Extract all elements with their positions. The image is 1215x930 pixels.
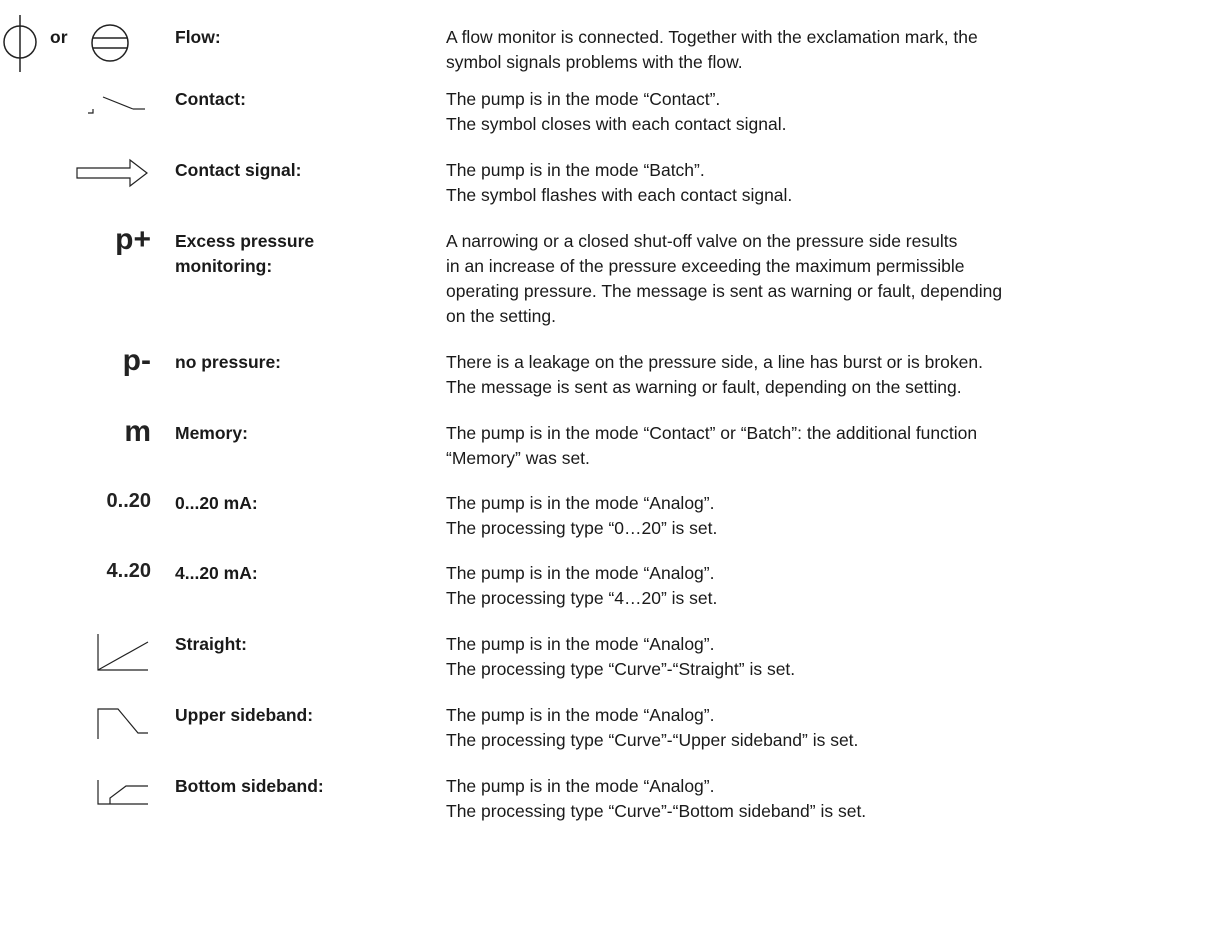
flow-description: A flow monitor is connected. Together with the exclamation mark, the symbol signals problems with the flow. [446,27,978,72]
bottom-sideband-description: The pump is in the mode “Analog”. The processing type “Curve”-“Bottom sideband” is set. [446,776,867,821]
range-4-20-label: 4...20 mA: [175,563,258,583]
flow-label: Flow: [175,27,221,47]
excess-pressure-label: Excess pressure monitoring: [175,231,315,276]
excess-pressure-symbol [0,223,165,289]
no-pressure-label: no pressure: [175,352,281,372]
or-text: or [50,27,68,47]
no-pressure-symbol [0,344,165,410]
bottom-sideband-curve-icon [96,770,156,810]
p-plus-icon: p+ [115,223,151,256]
range-0-20-description: The pump is in the mode “Analog”. The processing type “0…20” is set. [446,493,718,538]
upper-sideband-symbol [0,703,165,763]
range-0-20-icon: 0..20 [106,490,151,512]
flow-alt-icon [90,23,130,63]
bottom-sideband-symbol [0,774,165,834]
memory-description: The pump is in the mode “Contact” or “Batch”: the additional function “Memory” was set. [446,423,978,468]
contact-symbol [0,87,165,147]
range-0-20-symbol [0,491,165,551]
upper-sideband-label: Upper sideband: [175,705,314,725]
contact-label: Contact: [175,89,246,109]
straight-symbol [0,632,165,692]
no-pressure-description: There is a leakage on the pressure side, a line has burst or is broken. The message is sent as warning or fault, depending on the setting. [446,352,983,397]
memory-symbol [0,415,165,481]
range-4-20-description: The pump is in the mode “Analog”. The processing type “4…20” is set. [446,563,718,608]
range-4-20-icon: 4..20 [106,560,151,582]
straight-curve-icon [96,632,156,672]
memory-label: Memory: [175,423,248,443]
memory-icon: m [124,415,151,448]
flow-symbols [0,27,165,95]
upper-sideband-curve-icon [96,701,156,741]
flow-monitor-icon [0,15,40,75]
straight-label: Straight: [175,634,247,654]
contact-signal-label: Contact signal: [175,160,302,180]
range-0-20-label: 0...20 mA: [175,493,258,513]
excess-pressure-description: A narrowing or a closed shut-off valve on the pressure side results in an increase of the pressure exceeding the maximum permissible operating pressure. The message is sent as warning or fault, depending on the setting. [446,231,1003,326]
straight-description: The pump is in the mode “Analog”. The processing type “Curve”-“Straight” is set. [446,634,796,679]
contact-switch-icon [85,93,155,123]
range-4-20-symbol [0,561,165,621]
contact-description: The pump is in the mode “Contact”. The symbol closes with each contact signal. [446,89,787,134]
p-minus-icon: p- [122,344,151,377]
contact-signal-symbol [0,158,165,218]
upper-sideband-description: The pump is in the mode “Analog”. The processing type “Curve”-“Upper sideband” is set. [446,705,859,750]
arrow-right-icon [75,158,155,188]
contact-signal-description: The pump is in the mode “Batch”. The symbol flashes with each contact signal. [446,160,793,205]
bottom-sideband-label: Bottom sideband: [175,776,324,796]
